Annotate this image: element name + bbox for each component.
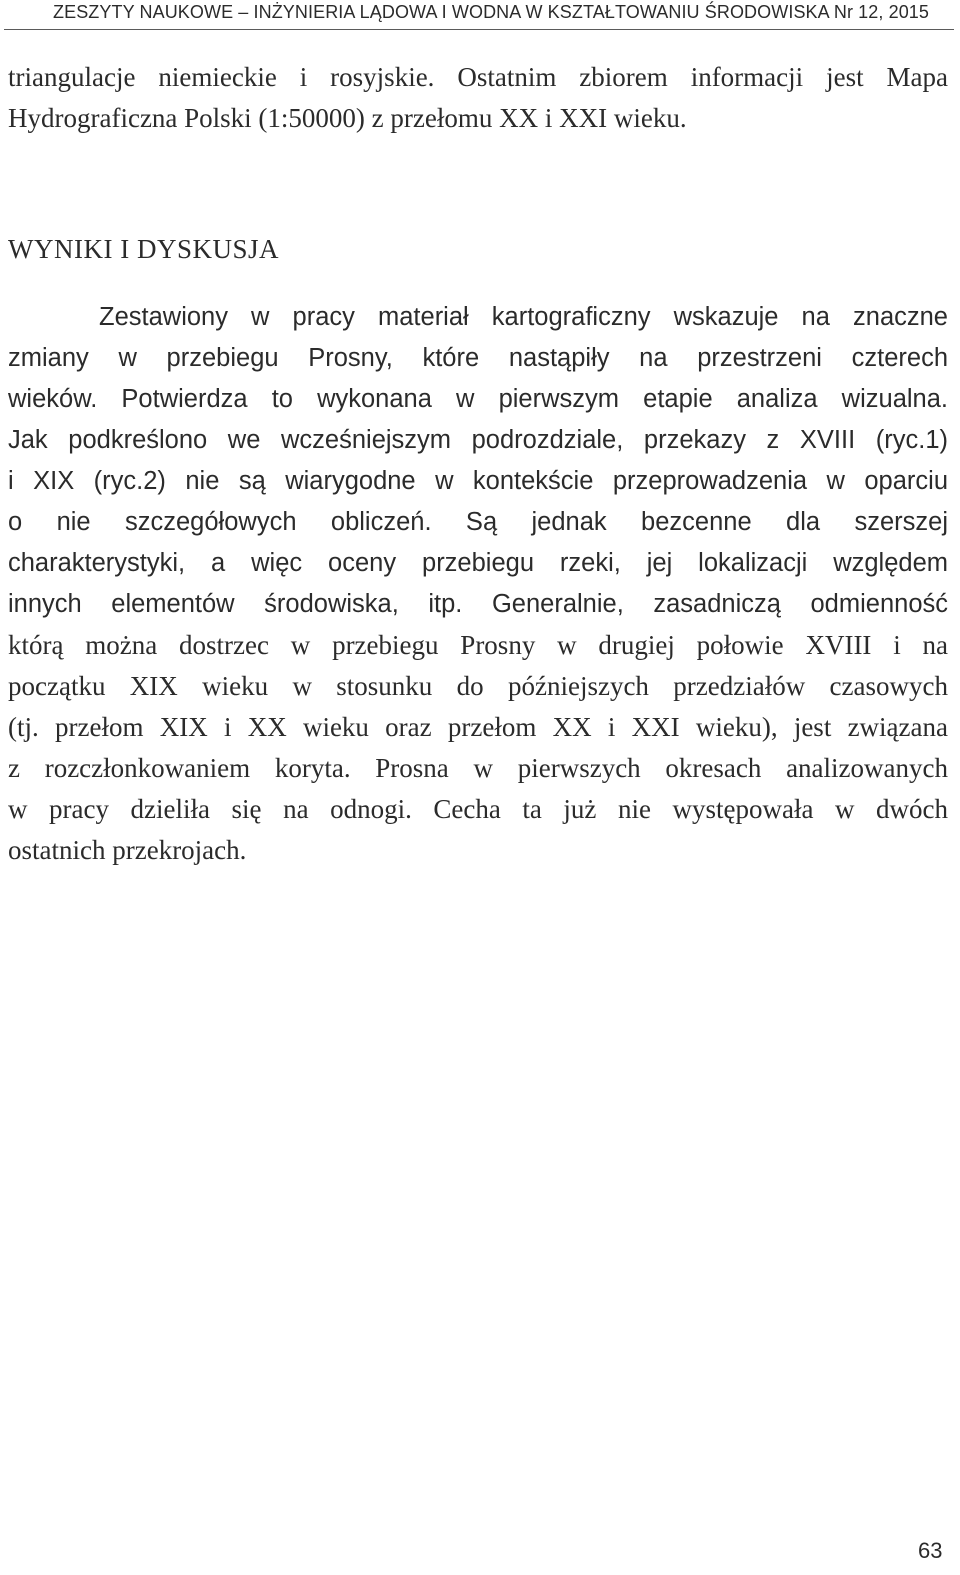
paragraph-line: początku XIX wieku w stosunku do późniejszych przedziałów czasowych bbox=[8, 671, 948, 701]
paragraph-line: i XIX (ryc.2) nie są wiarygodne w kontekście przeprowadzenia w oparciu bbox=[8, 467, 948, 495]
paragraph-line: Jak podkreślono we wcześniejszym podrozdziale, przekazy z XVIII (ryc.1) bbox=[8, 426, 948, 454]
paragraph-line: zmiany w przebiegu Prosny, które nastąpiły na przestrzeni czterech bbox=[8, 344, 948, 372]
paragraph-line: Zestawiony w pracy materiał kartograficzny wskazuje na znaczne bbox=[99, 303, 948, 331]
paragraph-line: w pracy dzieliła się na odnogi. Cecha ta już nie występowała w dwóch bbox=[8, 794, 948, 824]
journal-running-title: ZESZYTY NAUKOWE – INŻYNIERIA LĄDOWA I WODNA W KSZTAŁTOWANIU ŚRODOWISKA Nr 12, 2015 bbox=[53, 2, 930, 22]
page-number: 63 bbox=[918, 1538, 943, 1563]
results-paragraph bbox=[8, 297, 948, 871]
paragraph-line: Hydrograficzna Polski (1:50000) z przełomu XX i XXI wieku. bbox=[8, 103, 687, 133]
paragraph-line: wieków. Potwierdza to wykonana w pierwszym etapie analiza wizualna. bbox=[8, 385, 948, 413]
paragraph-line: innych elementów środowiska, itp. Generalnie, zasadniczą odmienność bbox=[8, 590, 948, 618]
paragraph-line: (tj. przełom XIX i XX wieku oraz przełom XX i XXI wieku), jest związana bbox=[8, 712, 948, 742]
paragraph-line: o nie szczegółowych obliczeń. Są jednak bezcenne dla szerszej bbox=[8, 508, 948, 536]
section-heading: WYNIKI I DYSKUSJA bbox=[8, 234, 279, 264]
paragraph-line: z rozczłonkowaniem koryta. Prosna w pierwszych okresach analizowanych bbox=[8, 753, 948, 783]
paragraph-line: triangulacje niemieckie i rosyjskie. Ostatnim zbiorem informacji jest Mapa bbox=[8, 62, 948, 92]
header-divider bbox=[4, 29, 954, 30]
paragraph-line: ostatnich przekrojach. bbox=[8, 835, 247, 865]
paragraph-line: którą można dostrzec w przebiegu Prosny w drugiej połowie XVIII i na bbox=[8, 630, 948, 660]
paragraph-line: charakterystyki, a więc oceny przebiegu rzeki, jej lokalizacji względem bbox=[8, 549, 948, 577]
running-header bbox=[0, 0, 960, 32]
continuation-paragraph bbox=[8, 57, 948, 139]
